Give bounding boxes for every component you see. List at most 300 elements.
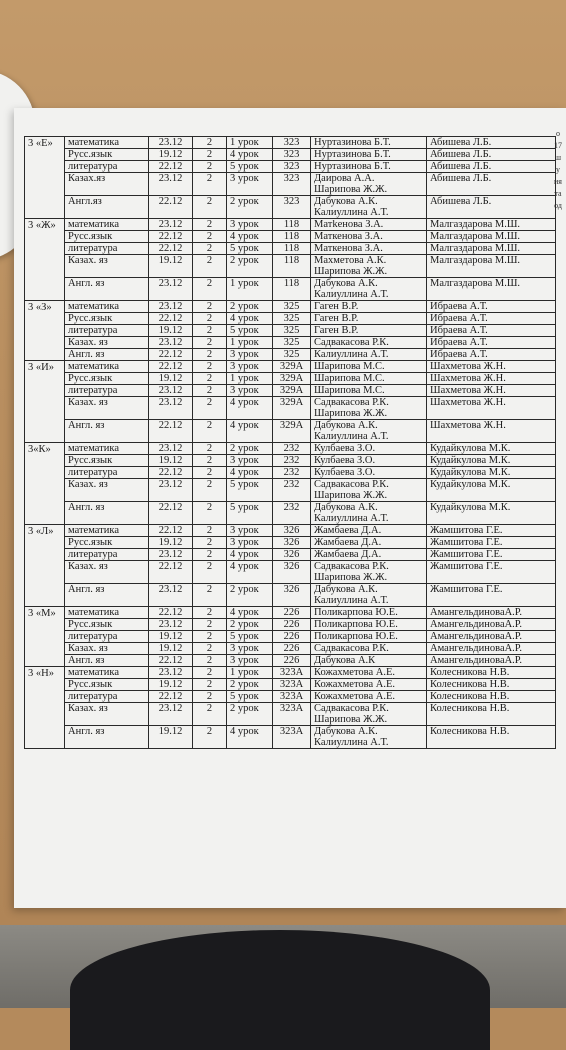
table-row bbox=[25, 643, 556, 655]
table-row bbox=[25, 443, 556, 455]
lesson-cell: 3 урок bbox=[227, 349, 273, 361]
table-row bbox=[25, 537, 556, 549]
room-cell: 118 bbox=[273, 231, 311, 243]
edge-char: у bbox=[556, 165, 560, 174]
room-cell: 323А bbox=[273, 691, 311, 703]
subject-cell: Англ. яз bbox=[65, 726, 149, 749]
date-cell: 22.12 bbox=[149, 196, 193, 219]
teacher-cell: Садвакасова Р.К. Шарипова Ж.Ж. bbox=[311, 561, 427, 584]
supervisor-cell: АмангельдиноваА.Р. bbox=[427, 631, 556, 643]
table-row bbox=[25, 196, 556, 219]
lesson-cell: 4 урок bbox=[227, 231, 273, 243]
teacher-cell: Кулбаева З.О. bbox=[311, 467, 427, 479]
subject-cell: математика bbox=[65, 301, 149, 313]
room-cell: 232 bbox=[273, 443, 311, 455]
hours-cell: 2 bbox=[193, 137, 227, 149]
room-cell: 226 bbox=[273, 607, 311, 619]
lesson-cell: 5 урок bbox=[227, 479, 273, 502]
supervisor-cell: Шахметова Ж.Н. bbox=[427, 420, 556, 443]
hours-cell: 2 bbox=[193, 726, 227, 749]
edge-char: та bbox=[554, 189, 562, 198]
supervisor-cell: АмангельдиноваА.Р. bbox=[427, 607, 556, 619]
lesson-cell: 2 урок bbox=[227, 443, 273, 455]
lesson-cell: 4 урок bbox=[227, 467, 273, 479]
hours-cell: 2 bbox=[193, 455, 227, 467]
class-cell: 3 «Ж» bbox=[25, 219, 65, 301]
subject-cell: Англ.яз bbox=[65, 196, 149, 219]
teacher-cell: Калиуллина А.Т. bbox=[311, 349, 427, 361]
teacher-cell: Шарипова М.С. bbox=[311, 373, 427, 385]
teacher-cell: Кожахметова А.Е. bbox=[311, 679, 427, 691]
lesson-cell: 2 урок bbox=[227, 196, 273, 219]
subject-cell: математика bbox=[65, 667, 149, 679]
supervisor-cell: Жамшитова Г.Е. bbox=[427, 549, 556, 561]
teacher-cell: Дабукова А.К. Калиуллина А.Т. bbox=[311, 196, 427, 219]
date-cell: 22.12 bbox=[149, 361, 193, 373]
subject-cell: Англ. яз bbox=[65, 502, 149, 525]
hours-cell: 2 bbox=[193, 231, 227, 243]
teacher-cell: Садвакасова Р.К. bbox=[311, 643, 427, 655]
supervisor-cell: Колесникова Н.В. bbox=[427, 703, 556, 726]
lesson-cell: 5 урок bbox=[227, 691, 273, 703]
schedule-body bbox=[25, 137, 556, 749]
table-row bbox=[25, 149, 556, 161]
date-cell: 23.12 bbox=[149, 337, 193, 349]
class-cell: 3«К» bbox=[25, 443, 65, 525]
teacher-cell: Поликарпова Ю.Е. bbox=[311, 619, 427, 631]
hours-cell: 2 bbox=[193, 161, 227, 173]
lesson-cell: 5 урок bbox=[227, 161, 273, 173]
supervisor-cell: Ибраева А.Т. bbox=[427, 301, 556, 313]
subject-cell: литература bbox=[65, 467, 149, 479]
room-cell: 329А bbox=[273, 385, 311, 397]
table-row bbox=[25, 161, 556, 173]
date-cell: 19.12 bbox=[149, 631, 193, 643]
supervisor-cell: Жамшитова Г.Е. bbox=[427, 584, 556, 607]
hours-cell: 2 bbox=[193, 655, 227, 667]
table-row bbox=[25, 525, 556, 537]
supervisor-cell: Жамшитова Г.Е. bbox=[427, 561, 556, 584]
lesson-cell: 4 урок bbox=[227, 397, 273, 420]
table-row bbox=[25, 301, 556, 313]
lesson-cell: 2 урок bbox=[227, 703, 273, 726]
supervisor-cell: Абишева Л.Б. bbox=[427, 161, 556, 173]
class-cell: 3 «И» bbox=[25, 361, 65, 443]
teacher-cell: Садвакасова Р.К. Шарипова Ж.Ж. bbox=[311, 703, 427, 726]
date-cell: 23.12 bbox=[149, 667, 193, 679]
table-row bbox=[25, 631, 556, 643]
lesson-cell: 3 урок bbox=[227, 385, 273, 397]
lesson-cell: 3 урок bbox=[227, 655, 273, 667]
room-cell: 323А bbox=[273, 679, 311, 691]
room-cell: 232 bbox=[273, 467, 311, 479]
hours-cell: 2 bbox=[193, 325, 227, 337]
lesson-cell: 5 урок bbox=[227, 631, 273, 643]
teacher-cell: Даирова А.А. Шарипова Ж.Ж. bbox=[311, 173, 427, 196]
subject-cell: Казах. яз bbox=[65, 561, 149, 584]
table-row bbox=[25, 373, 556, 385]
room-cell: 329А bbox=[273, 397, 311, 420]
teacher-cell: Жамбаева Д.А. bbox=[311, 525, 427, 537]
date-cell: 22.12 bbox=[149, 561, 193, 584]
date-cell: 23.12 bbox=[149, 397, 193, 420]
table-row bbox=[25, 455, 556, 467]
lesson-cell: 1 урок bbox=[227, 137, 273, 149]
teacher-cell: Кулбаева З.О. bbox=[311, 443, 427, 455]
supervisor-cell: Ибраева А.Т. bbox=[427, 313, 556, 325]
hours-cell: 2 bbox=[193, 243, 227, 255]
hours-cell: 2 bbox=[193, 549, 227, 561]
date-cell: 23.12 bbox=[149, 584, 193, 607]
subject-cell: литература bbox=[65, 325, 149, 337]
date-cell: 22.12 bbox=[149, 349, 193, 361]
subject-cell: литература bbox=[65, 549, 149, 561]
teacher-cell: Дабукова А.К bbox=[311, 655, 427, 667]
class-cell: 3 «Е» bbox=[25, 137, 65, 219]
lesson-cell: 3 урок bbox=[227, 219, 273, 231]
hours-cell: 2 bbox=[193, 149, 227, 161]
hours-cell: 2 bbox=[193, 525, 227, 537]
subject-cell: Русс.язык bbox=[65, 149, 149, 161]
table-row bbox=[25, 561, 556, 584]
supervisor-cell: Колесникова Н.В. bbox=[427, 667, 556, 679]
lesson-cell: 3 урок bbox=[227, 361, 273, 373]
room-cell: 232 bbox=[273, 479, 311, 502]
subject-cell: математика bbox=[65, 137, 149, 149]
supervisor-cell: Абишева Л.Б. bbox=[427, 173, 556, 196]
room-cell: 323 bbox=[273, 173, 311, 196]
hours-cell: 2 bbox=[193, 643, 227, 655]
room-cell: 323А bbox=[273, 726, 311, 749]
table-row bbox=[25, 243, 556, 255]
hours-cell: 2 bbox=[193, 173, 227, 196]
supervisor-cell: Жамшитова Г.Е. bbox=[427, 537, 556, 549]
table-row bbox=[25, 137, 556, 149]
supervisor-cell: Малгаздарова М.Ш. bbox=[427, 255, 556, 278]
date-cell: 22.12 bbox=[149, 525, 193, 537]
table-row bbox=[25, 655, 556, 667]
table-row bbox=[25, 420, 556, 443]
room-cell: 326 bbox=[273, 549, 311, 561]
hours-cell: 2 bbox=[193, 385, 227, 397]
room-cell: 323 bbox=[273, 149, 311, 161]
lesson-cell: 4 урок bbox=[227, 561, 273, 584]
lesson-cell: 2 урок bbox=[227, 619, 273, 631]
subject-cell: Русс.язык bbox=[65, 313, 149, 325]
date-cell: 22.12 bbox=[149, 231, 193, 243]
lesson-cell: 3 урок bbox=[227, 537, 273, 549]
room-cell: 226 bbox=[273, 619, 311, 631]
date-cell: 22.12 bbox=[149, 420, 193, 443]
supervisor-cell: Кудайкулова М.К. bbox=[427, 455, 556, 467]
edge-char: од bbox=[554, 201, 562, 210]
table-row bbox=[25, 231, 556, 243]
supervisor-cell: Колесникова Н.В. bbox=[427, 726, 556, 749]
date-cell: 22.12 bbox=[149, 502, 193, 525]
teacher-cell: Садвакасова Р.К. Шарипова Ж.Ж. bbox=[311, 479, 427, 502]
lesson-cell: 4 урок bbox=[227, 420, 273, 443]
hours-cell: 2 bbox=[193, 337, 227, 349]
room-cell: 325 bbox=[273, 349, 311, 361]
room-cell: 323А bbox=[273, 703, 311, 726]
supervisor-cell: Шахметова Ж.Н. bbox=[427, 397, 556, 420]
date-cell: 19.12 bbox=[149, 255, 193, 278]
teacher-cell: Жамбаева Д.А. bbox=[311, 537, 427, 549]
supervisor-cell: АмангельдиноваА.Р. bbox=[427, 619, 556, 631]
subject-cell: Казах. яз bbox=[65, 703, 149, 726]
date-cell: 23.12 bbox=[149, 479, 193, 502]
date-cell: 19.12 bbox=[149, 325, 193, 337]
room-cell: 323А bbox=[273, 667, 311, 679]
room-cell: 226 bbox=[273, 643, 311, 655]
room-cell: 326 bbox=[273, 561, 311, 584]
room-cell: 232 bbox=[273, 502, 311, 525]
room-cell: 226 bbox=[273, 655, 311, 667]
teacher-cell: Кожахметова А.Е. bbox=[311, 691, 427, 703]
teacher-cell: Жамбаева Д.А. bbox=[311, 549, 427, 561]
table-row bbox=[25, 502, 556, 525]
hours-cell: 2 bbox=[193, 619, 227, 631]
lesson-cell: 1 урок bbox=[227, 667, 273, 679]
table-row bbox=[25, 607, 556, 619]
lesson-cell: 4 урок bbox=[227, 607, 273, 619]
date-cell: 19.12 bbox=[149, 643, 193, 655]
class-cell: 3 «З» bbox=[25, 301, 65, 361]
lesson-cell: 4 урок bbox=[227, 726, 273, 749]
hours-cell: 2 bbox=[193, 397, 227, 420]
room-cell: 326 bbox=[273, 537, 311, 549]
dark-object bbox=[70, 930, 490, 1050]
supervisor-cell: Шахметова Ж.Н. bbox=[427, 373, 556, 385]
room-cell: 118 bbox=[273, 278, 311, 301]
subject-cell: литература bbox=[65, 385, 149, 397]
hours-cell: 2 bbox=[193, 301, 227, 313]
subject-cell: Русс.язык bbox=[65, 619, 149, 631]
subject-cell: литература bbox=[65, 691, 149, 703]
lesson-cell: 2 урок bbox=[227, 255, 273, 278]
supervisor-cell: Колесникова Н.В. bbox=[427, 691, 556, 703]
teacher-cell: Дабукова А.К. Калиуллина А.Т. bbox=[311, 278, 427, 301]
supervisor-cell: Малгаздарова М.Ш. bbox=[427, 219, 556, 231]
teacher-cell: Маткенова З.А. bbox=[311, 243, 427, 255]
teacher-cell: Гаген В.Р. bbox=[311, 301, 427, 313]
teacher-cell: Шарипова М.С. bbox=[311, 361, 427, 373]
table-row bbox=[25, 255, 556, 278]
subject-cell: Казах.яз bbox=[65, 173, 149, 196]
supervisor-cell: Кудайкулова М.К. bbox=[427, 479, 556, 502]
supervisor-cell: Абишева Л.Б. bbox=[427, 196, 556, 219]
edge-char: о bbox=[556, 129, 560, 138]
subject-cell: Англ. яз bbox=[65, 349, 149, 361]
date-cell: 22.12 bbox=[149, 691, 193, 703]
lesson-cell: 4 урок bbox=[227, 549, 273, 561]
lesson-cell: 2 урок bbox=[227, 679, 273, 691]
date-cell: 22.12 bbox=[149, 161, 193, 173]
table-row bbox=[25, 479, 556, 502]
table-row bbox=[25, 219, 556, 231]
subject-cell: Казах. яз bbox=[65, 255, 149, 278]
date-cell: 22.12 bbox=[149, 655, 193, 667]
subject-cell: Русс.язык bbox=[65, 679, 149, 691]
subject-cell: Англ. яз bbox=[65, 278, 149, 301]
lesson-cell: 3 урок bbox=[227, 173, 273, 196]
edge-char: ш bbox=[554, 153, 562, 162]
hours-cell: 2 bbox=[193, 313, 227, 325]
supervisor-cell: Кудайкулова М.К. bbox=[427, 443, 556, 455]
hours-cell: 2 bbox=[193, 278, 227, 301]
hours-cell: 2 bbox=[193, 631, 227, 643]
lesson-cell: 5 урок bbox=[227, 243, 273, 255]
table-row bbox=[25, 549, 556, 561]
teacher-cell: Маткенова З.А. bbox=[311, 231, 427, 243]
hours-cell: 2 bbox=[193, 219, 227, 231]
date-cell: 23.12 bbox=[149, 219, 193, 231]
teacher-cell: Поликарпова Ю.Е. bbox=[311, 607, 427, 619]
subject-cell: Русс.язык bbox=[65, 231, 149, 243]
teacher-cell: Нуртазинова Б.Т. bbox=[311, 149, 427, 161]
teacher-cell: Кулбаева З.О. bbox=[311, 455, 427, 467]
supervisor-cell: Кудайкулова М.К. bbox=[427, 502, 556, 525]
supervisor-cell: Абишева Л.Б. bbox=[427, 137, 556, 149]
table-row bbox=[25, 349, 556, 361]
teacher-cell: Поликарпова Ю.Е. bbox=[311, 631, 427, 643]
teacher-cell: Махметова А.К. Шарипова Ж.Ж. bbox=[311, 255, 427, 278]
lesson-cell: 3 урок bbox=[227, 643, 273, 655]
table-row bbox=[25, 313, 556, 325]
date-cell: 19.12 bbox=[149, 726, 193, 749]
date-cell: 22.12 bbox=[149, 467, 193, 479]
supervisor-cell: Шахметова Ж.Н. bbox=[427, 385, 556, 397]
lesson-cell: 3 урок bbox=[227, 455, 273, 467]
room-cell: 325 bbox=[273, 325, 311, 337]
table-row bbox=[25, 361, 556, 373]
room-cell: 323 bbox=[273, 161, 311, 173]
subject-cell: математика bbox=[65, 525, 149, 537]
hours-cell: 2 bbox=[193, 607, 227, 619]
room-cell: 118 bbox=[273, 243, 311, 255]
teacher-cell: Дабукова А.К. Калиуллина А.Т. bbox=[311, 420, 427, 443]
subject-cell: математика bbox=[65, 443, 149, 455]
supervisor-cell: АмангельдиноваА.Р. bbox=[427, 655, 556, 667]
subject-cell: Казах. яз bbox=[65, 643, 149, 655]
lesson-cell: 5 урок bbox=[227, 325, 273, 337]
subject-cell: Казах. яз bbox=[65, 479, 149, 502]
hours-cell: 2 bbox=[193, 420, 227, 443]
subject-cell: литература bbox=[65, 631, 149, 643]
teacher-cell: Садвакасова Р.К. Шарипова Ж.Ж. bbox=[311, 397, 427, 420]
supervisor-cell: Малгаздарова М.Ш. bbox=[427, 278, 556, 301]
lesson-cell: 4 урок bbox=[227, 313, 273, 325]
date-cell: 23.12 bbox=[149, 137, 193, 149]
date-cell: 23.12 bbox=[149, 443, 193, 455]
date-cell: 23.12 bbox=[149, 703, 193, 726]
room-cell: 323 bbox=[273, 137, 311, 149]
room-cell: 323 bbox=[273, 196, 311, 219]
date-cell: 19.12 bbox=[149, 149, 193, 161]
date-cell: 22.12 bbox=[149, 243, 193, 255]
room-cell: 326 bbox=[273, 525, 311, 537]
teacher-cell: Нуртазинова Б.Т. bbox=[311, 161, 427, 173]
date-cell: 23.12 bbox=[149, 385, 193, 397]
edge-char: ия bbox=[554, 177, 562, 186]
supervisor-cell: Колесникова Н.В. bbox=[427, 679, 556, 691]
date-cell: 22.12 bbox=[149, 607, 193, 619]
hours-cell: 2 bbox=[193, 679, 227, 691]
subject-cell: Русс.язык bbox=[65, 455, 149, 467]
date-cell: 23.12 bbox=[149, 619, 193, 631]
teacher-cell: Матkенова З.А. bbox=[311, 219, 427, 231]
class-cell: 3 «М» bbox=[25, 607, 65, 667]
date-cell: 19.12 bbox=[149, 679, 193, 691]
table-row bbox=[25, 691, 556, 703]
lesson-cell: 4 урок bbox=[227, 149, 273, 161]
hours-cell: 2 bbox=[193, 361, 227, 373]
table-row bbox=[25, 337, 556, 349]
teacher-cell: Дабукова А.К. Калиуллина А.Т. bbox=[311, 584, 427, 607]
lesson-cell: 1 урок bbox=[227, 278, 273, 301]
subject-cell: Англ. яз bbox=[65, 420, 149, 443]
room-cell: 325 bbox=[273, 337, 311, 349]
teacher-cell: Нуртазинова Б.Т. bbox=[311, 137, 427, 149]
hours-cell: 2 bbox=[193, 443, 227, 455]
room-cell: 325 bbox=[273, 313, 311, 325]
date-cell: 23.12 bbox=[149, 549, 193, 561]
edge-char: 17 bbox=[554, 141, 562, 150]
subject-cell: литература bbox=[65, 243, 149, 255]
date-cell: 19.12 bbox=[149, 537, 193, 549]
lesson-cell: 1 урок bbox=[227, 337, 273, 349]
subject-cell: Англ. яз bbox=[65, 584, 149, 607]
hours-cell: 2 bbox=[193, 196, 227, 219]
hours-cell: 2 bbox=[193, 502, 227, 525]
lesson-cell: 2 урок bbox=[227, 301, 273, 313]
subject-cell: Англ. яз bbox=[65, 655, 149, 667]
hours-cell: 2 bbox=[193, 691, 227, 703]
hours-cell: 2 bbox=[193, 667, 227, 679]
supervisor-cell: Абишева Л.Б. bbox=[427, 149, 556, 161]
supervisor-cell: Жамшитова Г.Е. bbox=[427, 525, 556, 537]
teacher-cell: Дабукова А.К. Калиуллина А.Т. bbox=[311, 502, 427, 525]
room-cell: 232 bbox=[273, 455, 311, 467]
room-cell: 326 bbox=[273, 584, 311, 607]
date-cell: 23.12 bbox=[149, 301, 193, 313]
table-row bbox=[25, 679, 556, 691]
date-cell: 23.12 bbox=[149, 278, 193, 301]
lesson-cell: 5 урок bbox=[227, 502, 273, 525]
date-cell: 19.12 bbox=[149, 455, 193, 467]
supervisor-cell: Ибраева А.Т. bbox=[427, 325, 556, 337]
room-cell: 118 bbox=[273, 255, 311, 278]
hours-cell: 2 bbox=[193, 561, 227, 584]
room-cell: 325 bbox=[273, 301, 311, 313]
supervisor-cell: Ибраева А.Т. bbox=[427, 349, 556, 361]
supervisor-cell: Шахметова Ж.Н. bbox=[427, 361, 556, 373]
teacher-cell: Гаген В.Р. bbox=[311, 325, 427, 337]
teacher-cell: Кожахметова А.Е. bbox=[311, 667, 427, 679]
room-cell: 329А bbox=[273, 361, 311, 373]
table-row bbox=[25, 584, 556, 607]
subject-cell: математика bbox=[65, 607, 149, 619]
teacher-cell: Садвакасова Р.К. bbox=[311, 337, 427, 349]
date-cell: 23.12 bbox=[149, 173, 193, 196]
hours-cell: 2 bbox=[193, 703, 227, 726]
schedule-table bbox=[24, 136, 556, 749]
lesson-cell: 1 урок bbox=[227, 373, 273, 385]
hours-cell: 2 bbox=[193, 373, 227, 385]
table-row bbox=[25, 703, 556, 726]
room-cell: 118 bbox=[273, 219, 311, 231]
supervisor-cell: Малгаздарова М.Ш. bbox=[427, 243, 556, 255]
